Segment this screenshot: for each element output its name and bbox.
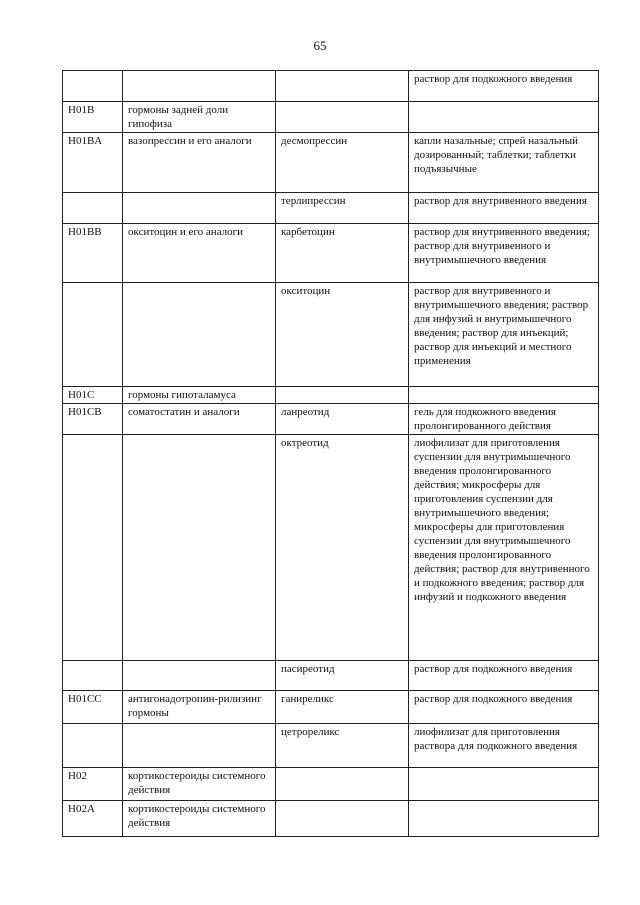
drug-name-cell: десмопрессин <box>276 133 409 193</box>
table-row <box>63 133 599 193</box>
atc-code-cell <box>63 724 123 768</box>
group-cell <box>123 283 276 387</box>
table-row <box>63 435 599 661</box>
group-cell: гормоны гипоталамуса <box>123 387 276 404</box>
drug-name-cell: октреотид <box>276 435 409 661</box>
group-cell: окситоцин и его аналоги <box>123 224 276 283</box>
drug-table <box>62 70 599 837</box>
drug-name-cell: цетрореликс <box>276 724 409 768</box>
atc-code-cell: H01C <box>63 387 123 404</box>
group-cell <box>123 71 276 102</box>
atc-code-cell: H01CB <box>63 404 123 435</box>
table-row <box>63 283 599 387</box>
atc-code-cell <box>63 435 123 661</box>
dosage-form-cell: раствор для подкожного введения <box>409 691 599 724</box>
drug-name-cell: терлипрессин <box>276 193 409 224</box>
drug-name-cell: карбетоцин <box>276 224 409 283</box>
atc-code-cell <box>63 193 123 224</box>
atc-code-cell <box>63 71 123 102</box>
table-row <box>63 661 599 691</box>
table-row <box>63 404 599 435</box>
group-cell: антигонадотропин-рилизинг гормоны <box>123 691 276 724</box>
table-row <box>63 102 599 133</box>
table-row <box>63 193 599 224</box>
group-cell <box>123 661 276 691</box>
drug-name-cell: ланреотид <box>276 404 409 435</box>
table-row <box>63 801 599 837</box>
dosage-form-cell: капли назальные; спрей назальный дозированный; таблетки; таблетки подъязычные <box>409 133 599 193</box>
group-cell <box>123 435 276 661</box>
dosage-form-cell: раствор для внутривенного и внутримышечного введения; раствор для инфузий и внутримышечного введения; раствор для инъекций; раствор для инъекций и местного применения <box>409 283 599 387</box>
atc-code-cell <box>63 283 123 387</box>
dosage-form-cell <box>409 801 599 837</box>
group-cell: вазопрессин и его аналоги <box>123 133 276 193</box>
dosage-form-cell: раствор для внутривенного введения; раствор для внутривенного и внутримышечного введения <box>409 224 599 283</box>
group-cell: кортикостероиды системного действия <box>123 801 276 837</box>
drug-name-cell: ганиреликс <box>276 691 409 724</box>
group-cell: соматостатин и аналоги <box>123 404 276 435</box>
group-cell <box>123 193 276 224</box>
atc-code-cell: H01CC <box>63 691 123 724</box>
drug-name-cell: пасиреотид <box>276 661 409 691</box>
table-row <box>63 387 599 404</box>
dosage-form-cell: лиофилизат для приготовления раствора для подкожного введения <box>409 724 599 768</box>
drug-name-cell <box>276 387 409 404</box>
dosage-form-cell: раствор для подкожного введения <box>409 71 599 102</box>
group-cell <box>123 724 276 768</box>
atc-code-cell: H02A <box>63 801 123 837</box>
atc-code-cell <box>63 661 123 691</box>
table-row <box>63 224 599 283</box>
table-row <box>63 691 599 724</box>
drug-name-cell: окситоцин <box>276 283 409 387</box>
dosage-form-cell <box>409 102 599 133</box>
atc-code-cell: H01BA <box>63 133 123 193</box>
drug-name-cell <box>276 801 409 837</box>
atc-code-cell: H01B <box>63 102 123 133</box>
group-cell: гормоны задней доли гипофиза <box>123 102 276 133</box>
atc-code-cell: H01BB <box>63 224 123 283</box>
table-row <box>63 768 599 801</box>
table-row <box>63 71 599 102</box>
drug-name-cell <box>276 71 409 102</box>
dosage-form-cell <box>409 387 599 404</box>
dosage-form-cell <box>409 768 599 801</box>
table-row <box>63 724 599 768</box>
drug-name-cell <box>276 768 409 801</box>
dosage-form-cell: лиофилизат для приготовления суспензии для внутримышечного введения пролонгированного действия; микросферы для приготовления суспензии для внутримышечного введения; микросферы для приготовления суспензии для внутримышечного введения пролонгированного действия; раствор для внутривенного и подкожного введения; раствор для инфузий и подкожного введения <box>409 435 599 661</box>
page-number: 65 <box>313 38 327 53</box>
drug-name-cell <box>276 102 409 133</box>
group-cell: кортикостероиды системного действия <box>123 768 276 801</box>
atc-code-cell: H02 <box>63 768 123 801</box>
dosage-form-cell: раствор для подкожного введения <box>409 661 599 691</box>
dosage-form-cell: гель для подкожного введения пролонгированного действия <box>409 404 599 435</box>
dosage-form-cell: раствор для внутривенного введения <box>409 193 599 224</box>
